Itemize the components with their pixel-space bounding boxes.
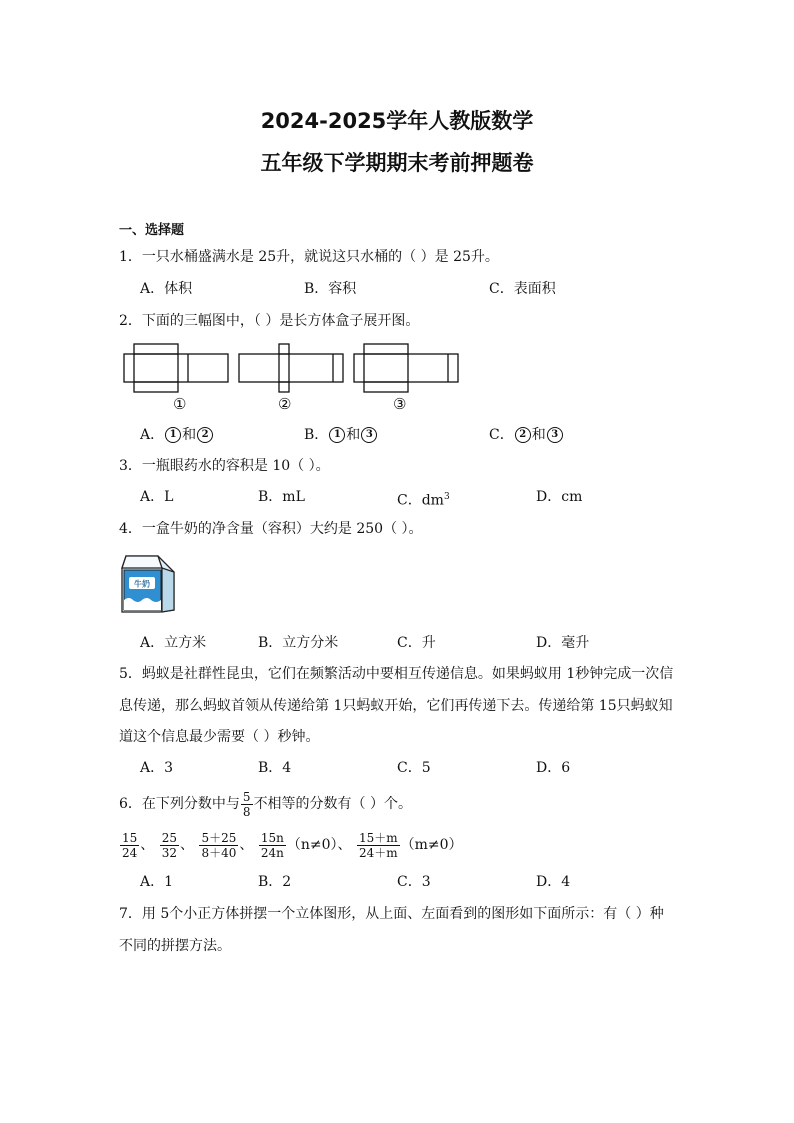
fraction-separator: 、 bbox=[180, 837, 195, 853]
fraction-separator: 、 bbox=[239, 837, 254, 853]
net-1-figure bbox=[124, 344, 228, 392]
q5-option-b: B．4 bbox=[258, 760, 292, 776]
fraction-separator: 、 bbox=[140, 837, 155, 853]
fraction-denominator: 24n bbox=[260, 845, 284, 860]
q2-option-b bbox=[304, 425, 378, 445]
q6-option-b: B．2 bbox=[258, 874, 292, 890]
q5-option-c: C．5 bbox=[397, 760, 431, 776]
circled-number: 2 bbox=[197, 427, 213, 443]
q4-option-d: D．毫升 bbox=[536, 635, 590, 651]
question-6-text bbox=[119, 789, 412, 819]
q2-option-b-prefix: B． bbox=[304, 427, 329, 443]
q6-option-c: C．3 bbox=[397, 874, 431, 890]
milk-carton-image bbox=[118, 550, 182, 616]
net-3-figure bbox=[354, 344, 458, 392]
circled-number: 3 bbox=[547, 427, 563, 443]
fraction-denominator: 8 bbox=[242, 804, 251, 819]
q2-option-c-prefix: C． bbox=[489, 427, 514, 443]
q3-option-c-exponent: 3 bbox=[443, 492, 450, 502]
q6-prefix: 6．在下列分数中与 bbox=[119, 796, 240, 812]
q2-option-b-join: 和 bbox=[346, 427, 361, 443]
circled-number: 1 bbox=[329, 427, 345, 443]
circled-number: 3 bbox=[361, 427, 377, 443]
q6-suffix: 不相等的分数有（ ）个。 bbox=[253, 796, 413, 812]
q5-option-d: D．6 bbox=[536, 760, 571, 776]
question-3-text: 3．一瓶眼药水的容积是 10（ ）。 bbox=[119, 458, 330, 474]
fraction-denominator: 24＋m bbox=[358, 845, 398, 860]
section-heading: 一、选择题 bbox=[119, 223, 185, 238]
q2-option-a-join: 和 bbox=[182, 427, 197, 443]
net-1-label: ① bbox=[173, 395, 187, 413]
box-nets-figure bbox=[118, 340, 468, 420]
question-4-text: 4．一盒牛奶的净含量（容积）大约是 250（ ）。 bbox=[119, 521, 423, 537]
fraction-numerator: 15n bbox=[260, 830, 284, 845]
q4-option-a: A．立方米 bbox=[140, 635, 207, 651]
fraction-item bbox=[357, 831, 400, 860]
fraction-denominator: 32 bbox=[161, 845, 178, 860]
question-2-text: 2．下面的三幅图中，（ ）是长方体盒子展开图。 bbox=[119, 313, 420, 329]
q3-option-c-text: C．dm bbox=[397, 492, 444, 509]
fraction-item bbox=[259, 831, 286, 860]
fraction-item bbox=[199, 831, 238, 860]
q3-option-b: B．mL bbox=[258, 489, 305, 505]
q2-option-a-prefix: A． bbox=[140, 427, 165, 443]
document-title-line1: 2024-2025学年人教版数学 bbox=[260, 109, 534, 133]
net-2-label: ② bbox=[278, 395, 292, 413]
circled-number: 2 bbox=[515, 427, 531, 443]
net-3-label: ③ bbox=[393, 395, 407, 413]
question-7-line2: 不同的拼摆方法。 bbox=[119, 938, 231, 954]
q4-option-c: C．升 bbox=[397, 635, 436, 651]
q1-option-b: B．容积 bbox=[304, 281, 357, 297]
q3-option-a: A．L bbox=[140, 489, 174, 505]
fraction-numerator: 5＋25 bbox=[201, 830, 237, 845]
question-1-text: 1．一只水桶盛满水是 25升，就说这只水桶的（ ）是 25升。 bbox=[119, 249, 499, 265]
circled-number: 1 bbox=[165, 427, 181, 443]
q6-fraction-list bbox=[119, 828, 463, 862]
q1-option-c: C．表面积 bbox=[489, 281, 556, 297]
q6-option-d: D．4 bbox=[536, 874, 571, 890]
net-2-figure bbox=[239, 344, 343, 392]
fraction-numerator: 5 bbox=[242, 789, 251, 804]
question-5-line2: 息传递，那么蚂蚁首领从传递给第 1只蚂蚁开始，它们再传递下去。传递给第 15只蚂蚁知 bbox=[119, 698, 673, 714]
q5-option-a: A．3 bbox=[140, 760, 174, 776]
fraction-denominator: 8＋40 bbox=[201, 845, 237, 860]
fraction-item bbox=[120, 831, 139, 860]
fraction-denominator: 24 bbox=[122, 845, 138, 860]
document-title-line2: 五年级下学期期末考前押题卷 bbox=[260, 151, 534, 175]
q2-option-c-join: 和 bbox=[531, 427, 546, 443]
fraction-item bbox=[160, 831, 179, 860]
question-7-line1: 7．用 5个小正方体拼摆一个立体图形，从上面、左面看到的图形如下面所示：有（ ）种 bbox=[119, 906, 664, 922]
q4-option-b: B．立方分米 bbox=[258, 635, 339, 651]
fraction-condition: （m≠0） bbox=[400, 837, 463, 853]
q2-option-c bbox=[489, 425, 564, 445]
carton-label: 牛奶 bbox=[134, 579, 150, 589]
q2-option-a bbox=[140, 425, 214, 445]
fraction-numerator: 15＋m bbox=[358, 830, 398, 845]
q1-option-a: A．体积 bbox=[140, 281, 193, 297]
question-5-line3: 道这个信息最少需要（ ）秒钟。 bbox=[119, 729, 320, 745]
q3-option-d: D．cm bbox=[536, 489, 583, 505]
fraction-condition: （n≠0）、 bbox=[286, 837, 352, 853]
fraction-five-eighths bbox=[241, 790, 253, 819]
fraction-numerator: 15 bbox=[122, 830, 138, 845]
question-5-line1: 5．蚂蚁是社群性昆虫，它们在频繁活动中要相互传递信息。如果蚂蚁用 1秒钟完成一次信 bbox=[119, 666, 674, 682]
q6-option-a: A．1 bbox=[140, 874, 174, 890]
q3-option-c bbox=[397, 487, 450, 511]
fraction-numerator: 25 bbox=[161, 830, 178, 845]
